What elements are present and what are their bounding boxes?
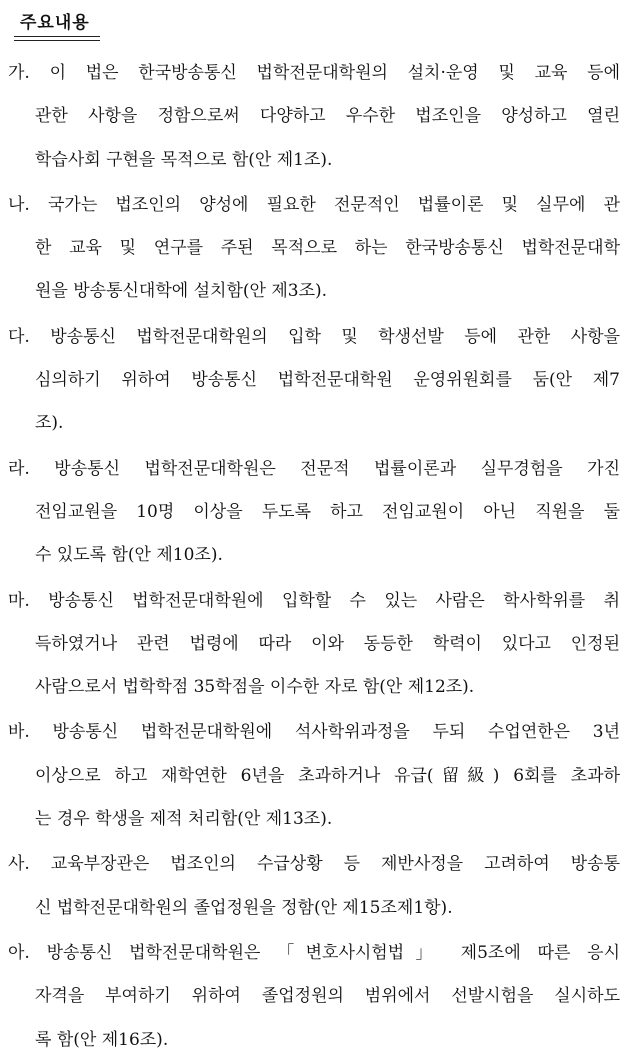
item-line: 수 있도록 함(안 제10조). xyxy=(35,545,223,566)
item-marker: 사. xyxy=(8,854,30,875)
item-line: 자격을 부여하기 위하여 졸업정원의 범위에서 선발시험을 실시하도 xyxy=(35,986,620,1007)
item-text: 방송통신 법학전문대학원에 석사학위과정을 두되 수업연한은 3년 xyxy=(52,722,620,743)
list-item xyxy=(8,580,620,710)
item-line xyxy=(8,184,620,227)
item-marker: 가. xyxy=(8,63,30,83)
heading-underline xyxy=(14,36,100,37)
list-item xyxy=(8,711,620,841)
heading-underline-second xyxy=(14,40,100,41)
item-line xyxy=(8,52,620,95)
item-text: 교육부장관은 법조인의 수급상황 등 제반사정을 고려하여 방송통 xyxy=(50,854,620,875)
item-line xyxy=(8,843,620,886)
list-item xyxy=(8,316,620,446)
item-line: 신 법학전문대학원의 졸업정원을 정함(안 제15조제1항). xyxy=(35,897,453,918)
item-marker: 바. xyxy=(8,722,30,743)
item-text: 방송통신 법학전문대학원의 입학 및 학생선발 등에 관한 사항을 xyxy=(50,326,620,347)
item-line: 한 교육 및 연구를 주된 목적으로 하는 한국방송통신 법학전문대학 xyxy=(35,238,620,259)
list-item xyxy=(8,448,620,578)
item-text: 방송통신 법학전문대학원은 전문적 법률이론과 실무경험을 가진 xyxy=(54,458,620,479)
item-line: 학습사회 구현을 목적으로 함(안 제1조). xyxy=(35,149,333,170)
section-heading: 주요내용 xyxy=(20,13,90,33)
item-line xyxy=(8,580,620,623)
item-line: 조). xyxy=(35,413,64,434)
item-line: 득하였거나 관련 법령에 따라 이와 동등한 학력이 있다고 인정된 xyxy=(35,633,620,654)
item-text: 방송통신 법학전문대학원에 입학할 수 있는 사람은 학사학위를 취 xyxy=(48,590,620,611)
item-marker: 다. xyxy=(8,326,30,347)
item-marker: 나. xyxy=(8,194,30,215)
item-line xyxy=(8,448,620,491)
list-item xyxy=(8,184,620,314)
list-item xyxy=(8,932,620,1062)
list-item xyxy=(8,52,620,182)
item-text: 국가는 법조인의 양성에 필요한 전문적인 법률이론 및 실무에 관 xyxy=(47,194,620,215)
item-line: 록 함(안 제16조). xyxy=(35,1029,169,1050)
item-line: 원을 방송통신대학에 설치함(안 제3조). xyxy=(35,281,328,302)
item-text: 이 법은 한국방송통신 법학전문대학원의 설치·운영 및 교육 등에 xyxy=(49,63,620,83)
item-line xyxy=(8,711,620,754)
item-line: 사람으로서 법학학점 35학점을 이수한 자로 함(안 제12조). xyxy=(35,677,475,698)
item-line: 심의하기 위하여 방송통신 법학전문대학원 운영위원회를 둠(안 제7 xyxy=(35,370,620,391)
item-line: 는 경우 학생을 제적 처리함(안 제13조). xyxy=(35,809,333,830)
item-line: 이상으로 하고 재학연한 6년을 초과하거나 유급(留級) 6회를 초과하 xyxy=(35,765,620,786)
item-line xyxy=(8,932,620,975)
list-item xyxy=(8,843,620,930)
item-marker: 아. xyxy=(8,942,30,963)
item-text: 방송통신 법학전문대학원은 「변호사시험법」 제5조에 따른 응시 xyxy=(46,942,620,963)
item-marker: 마. xyxy=(8,590,30,611)
item-line xyxy=(8,316,620,359)
main-content-list xyxy=(8,52,620,1064)
item-line: 전임교원을 10명 이상을 두도록 하고 전임교원이 아닌 직원을 둘 xyxy=(35,501,620,522)
item-marker: 라. xyxy=(8,458,30,479)
item-line: 관한 사항을 정함으로써 다양하고 우수한 법조인을 양성하고 열린 xyxy=(35,106,620,127)
